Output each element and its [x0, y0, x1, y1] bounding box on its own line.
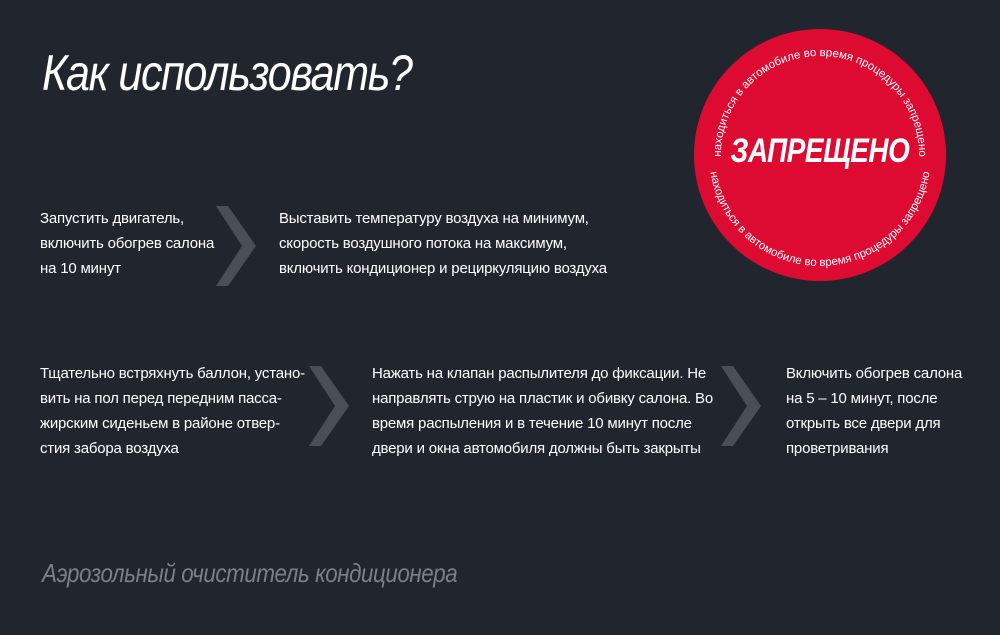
prohibited-badge: [693, 28, 947, 282]
page-title: Как использовать?: [42, 45, 412, 101]
step-1-text: Запустить двигатель, включить обогрев салона на 10 минут: [40, 210, 215, 277]
chevron-right-icon: [721, 366, 761, 446]
step-4-text: Нажать на клапан распылителя до фиксации. Не направлять струю на пластик и обивку салона. Во время распыления и в течение 10 минут после двери и окна автомобиля должны быть закрыты: [372, 365, 713, 457]
product-name: Аэрозольный очиститель кондиционера: [42, 558, 458, 588]
badge-ring-top: находиться в автомобиле во время процедуры запрещено: [711, 46, 929, 157]
badge-ring-bottom: находиться в автомобиле во время процедуры запрещено: [707, 170, 933, 270]
chevron-right-icon: [309, 366, 349, 446]
badge-main-text: ЗАПРЕЩЕНО: [730, 132, 910, 170]
step-2-text: Выставить температуру воздуха на минимум, скорость воздушного потока на максимум, включить кондиционер и рециркуляцию воздуха: [279, 210, 607, 277]
step-3-text: Тщательно встряхнуть баллон, устано- вить на пол перед передним пасса- жирским сиденьем в районе отвер- стия забора воздуха: [40, 365, 305, 457]
step-5-text: Включить обогрев салона на 5 – 10 минут, после открыть все двери для проветривания: [786, 365, 963, 457]
chevron-right-icon: [216, 206, 256, 286]
